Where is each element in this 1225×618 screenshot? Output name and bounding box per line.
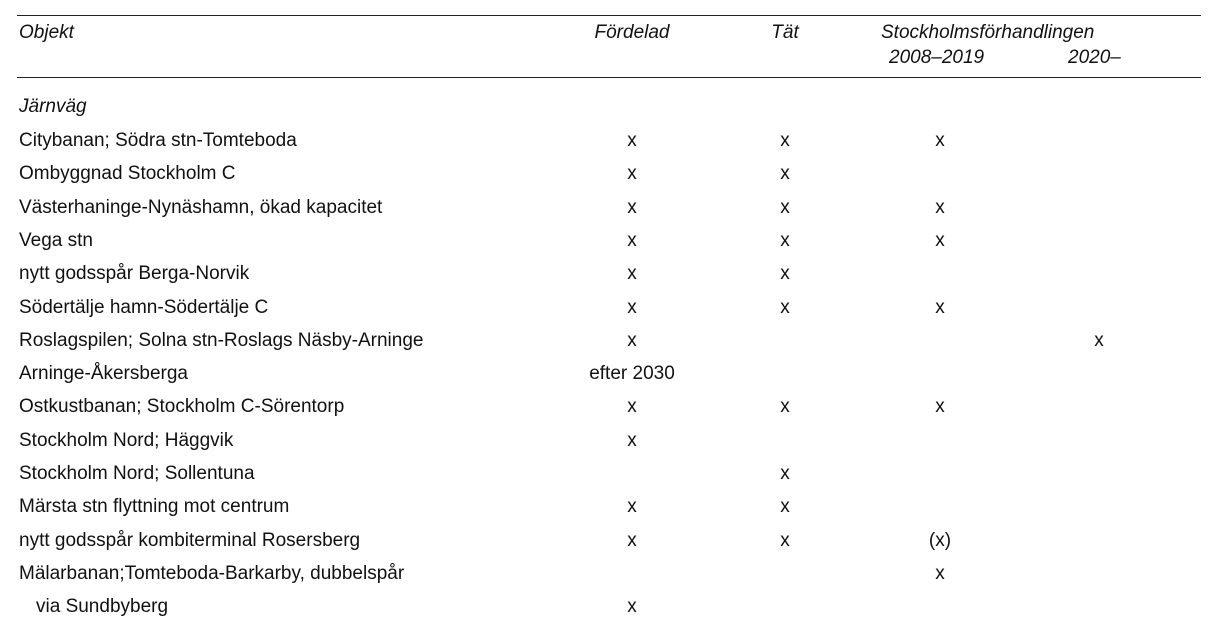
cell-fordelad: x [627, 263, 637, 284]
row-object-name: via Sundbyberg [36, 596, 169, 617]
cell-tat: x [780, 297, 790, 318]
row-object-name: Ombyggnad Stockholm C [19, 163, 236, 184]
cell-2020: x [1094, 330, 1104, 351]
cell-tat: x [780, 396, 790, 417]
row-object-name: Märsta stn flyttning mot centrum [19, 496, 290, 517]
row-object-name: Roslagspilen; Solna stn-Roslags Näsby-Arninge [19, 330, 424, 351]
cell-2008-2019: x [935, 563, 945, 584]
cell-fordelad: x [627, 163, 637, 184]
row-object-name: Södertälje hamn-Södertälje C [19, 297, 269, 318]
cell-fordelad: x [627, 430, 637, 451]
header-distributed: Fördelad [594, 22, 670, 43]
row-object-name: Citybanan; Södra stn-Tomteboda [19, 130, 297, 151]
cell-2008-2019: x [935, 197, 945, 218]
cell-tat: x [780, 163, 790, 184]
row-object-name: Ostkustbanan; Stockholm C-Sörentorp [19, 396, 345, 417]
header-object: Objekt [19, 22, 74, 43]
row-object-name: Arninge-Åkersberga [19, 363, 188, 384]
header-dense: Tät [771, 22, 799, 43]
cell-fordelad: x [627, 596, 637, 617]
header-negotiation: Stockholmsförhandlingen [881, 22, 1095, 43]
row-object-name: Stockholm Nord; Häggvik [19, 430, 234, 451]
cell-fordelad: efter 2030 [589, 363, 675, 384]
top-rule [17, 15, 1201, 16]
cell-fordelad: x [627, 496, 637, 517]
cell-tat: x [780, 263, 790, 284]
cell-fordelad: x [627, 330, 637, 351]
row-object-name: Mälarbanan;Tomteboda-Barkarby, dubbelspår [19, 563, 405, 584]
cell-2008-2019: x [935, 130, 945, 151]
row-object-name: Vega stn [19, 230, 93, 251]
cell-tat: x [780, 130, 790, 151]
header-period-2020: 2020– [1068, 47, 1121, 68]
cell-fordelad: x [627, 197, 637, 218]
row-object-name: Stockholm Nord; Sollentuna [19, 463, 255, 484]
cell-fordelad: x [627, 297, 637, 318]
cell-2008-2019: x [935, 297, 945, 318]
cell-tat: x [780, 530, 790, 551]
row-object-name: Västerhaninge-Nynäshamn, ökad kapacitet [19, 197, 383, 218]
section-label: Järnväg [19, 96, 87, 117]
cell-fordelad: x [627, 396, 637, 417]
header-period-2008-2019: 2008–2019 [889, 47, 985, 68]
cell-tat: x [780, 197, 790, 218]
cell-2008-2019: x [935, 230, 945, 251]
cell-fordelad: x [627, 530, 637, 551]
cell-fordelad: x [627, 230, 637, 251]
cell-tat: x [780, 496, 790, 517]
row-object-name: nytt godsspår kombiterminal Rosersberg [19, 530, 361, 551]
header-rule [17, 77, 1201, 78]
cell-tat: x [780, 463, 790, 484]
cell-2008-2019: (x) [928, 530, 952, 551]
cell-fordelad: x [627, 130, 637, 151]
cell-2008-2019: x [935, 396, 945, 417]
row-object-name: nytt godsspår Berga-Norvik [19, 263, 250, 284]
cell-tat: x [780, 230, 790, 251]
